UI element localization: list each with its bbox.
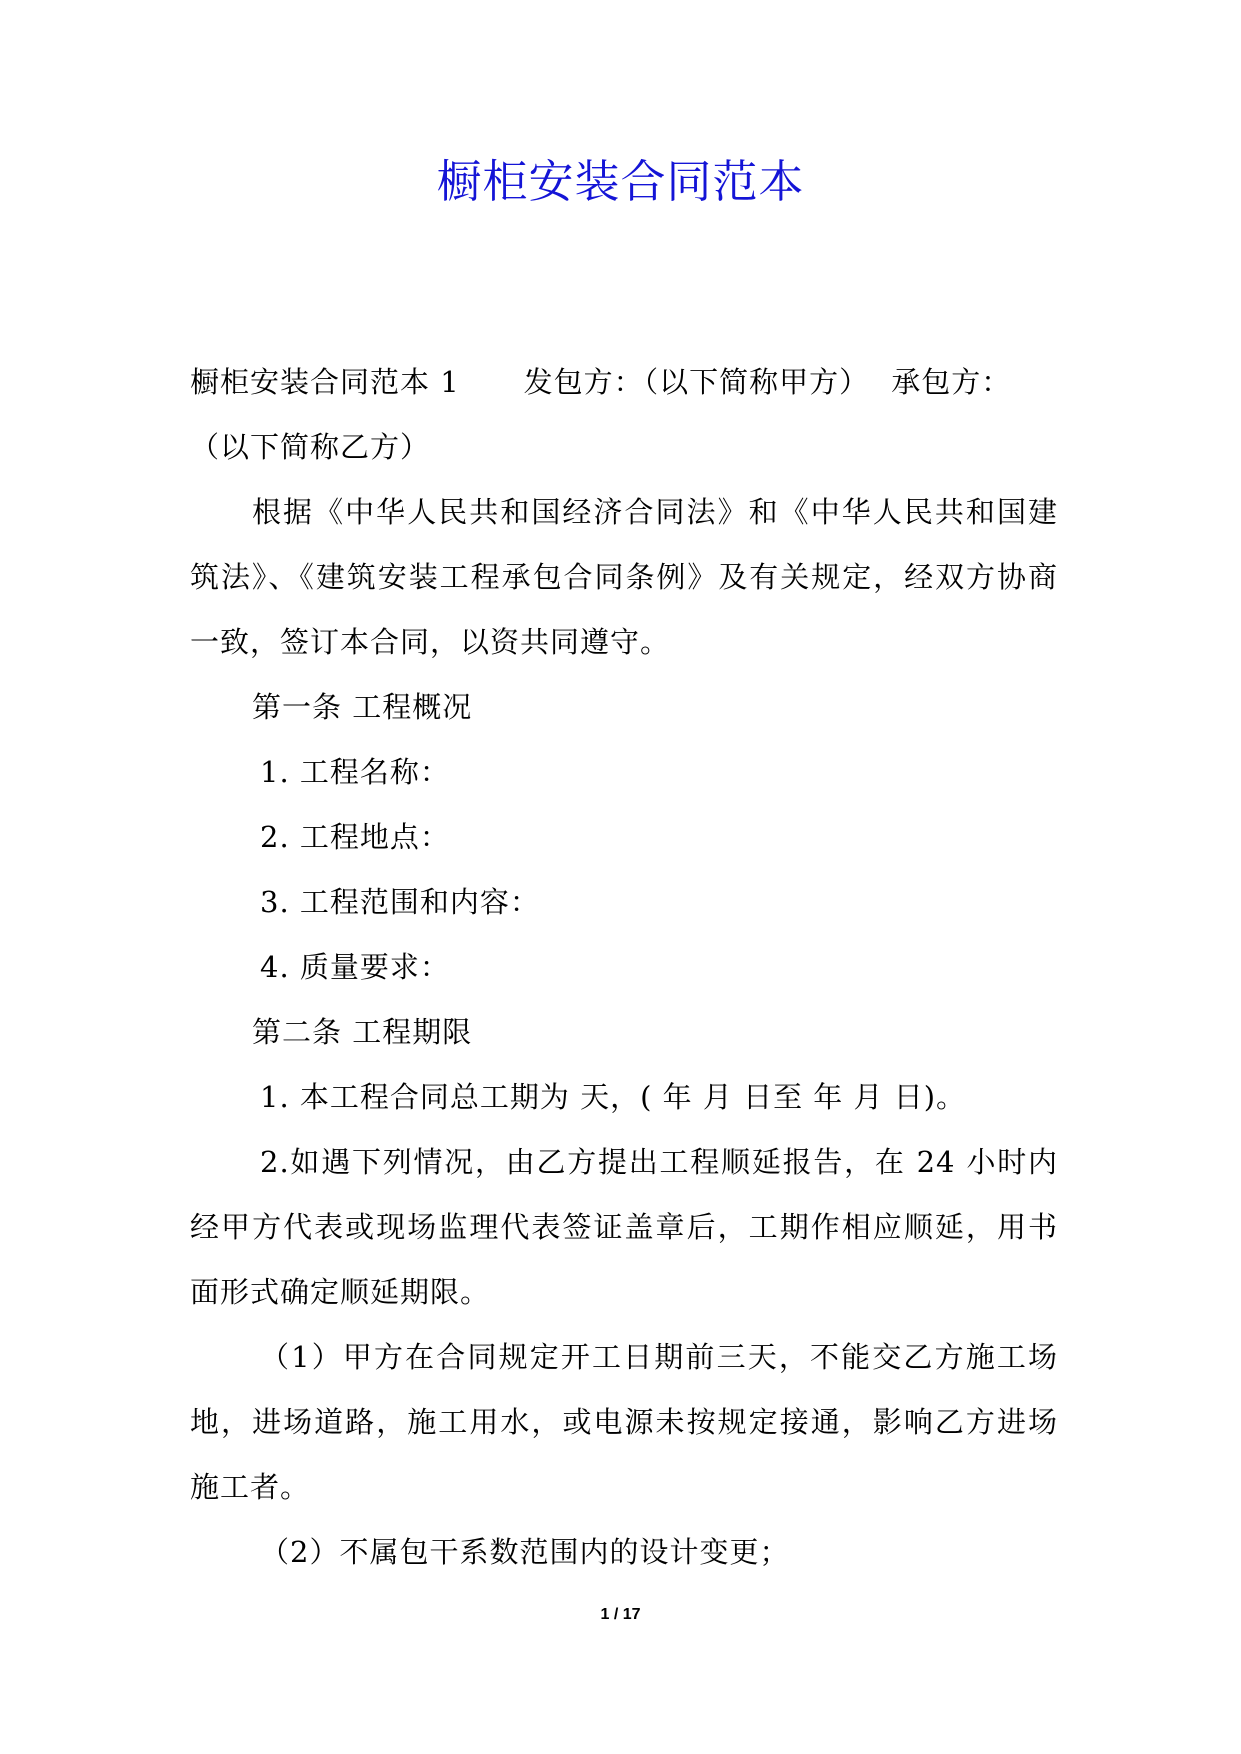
article2-item2: 2.如遇下列情况，由乙方提出工程顺延报告，在 24 小时内经甲方代表或现场监理代表签证盖章后，工期作相应顺延，用书面形式确定顺延期限。 [190, 1145, 1058, 1309]
intro-paragraph: 根据《中华人民共和国经济合同法》和《中华人民共和国建筑法》、《建筑安装工程承包合同条例》及有关规定，经双方协商一致，签订本合同，以资共同遵守。 [190, 495, 1058, 659]
article1-item-location: 2. 工程地点： [260, 820, 450, 854]
article2-heading: 第二条 工程期限 [252, 1015, 473, 1049]
party-a: 发包方：（以下简称甲方） [523, 365, 870, 399]
party-b-note: （以下简称乙方） [190, 430, 431, 464]
article1-heading: 第一条 工程概况 [252, 690, 473, 724]
party-b-label: 承包方： [891, 365, 1012, 399]
article2-item1: 1. 本工程合同总工期为 天，( 年 月 日至 年 月 日)。 [260, 1080, 967, 1114]
document-title: 橱柜安装合同范本 [436, 155, 805, 208]
article2-sub1: （1）甲方在合同规定开工日期前三天，不能交乙方施工场地，进场道路，施工用水，或电源未按规定接通，影响乙方进场施工者。 [190, 1340, 1058, 1504]
article1-item-quality: 4. 质量要求： [260, 950, 450, 984]
page-number: 1 / 17 [600, 1606, 641, 1623]
contract-parties-line [190, 350, 1058, 480]
contract-label: 橱柜安装合同范本 1 [190, 365, 460, 399]
article1-item-scope: 3. 工程范围和内容： [260, 885, 540, 919]
document-body [190, 350, 1058, 1585]
article1-item-name: 1. 工程名称： [260, 755, 450, 789]
article2-sub2: （2）不属包干系数范围内的设计变更； [260, 1535, 790, 1569]
